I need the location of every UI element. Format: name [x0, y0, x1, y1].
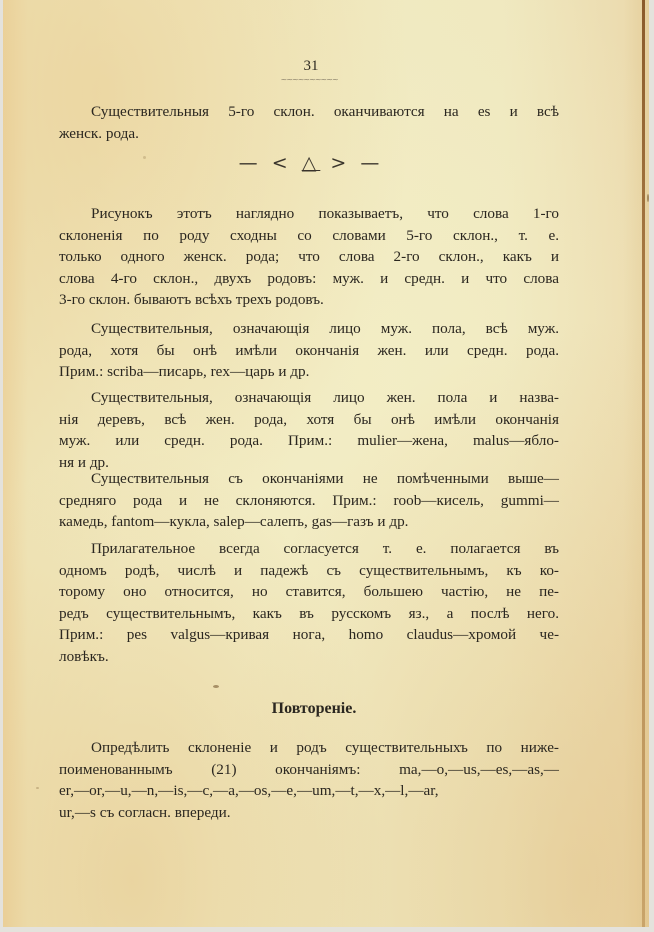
text-line: только одного женск. рода; что слова 2-го склон., какъ и: [59, 248, 559, 265]
ornament-divider: [3, 152, 619, 174]
paragraph-figure-explanation: [59, 203, 559, 311]
text-line: камедь, fantom—кукла, salep—салепъ, gas—газъ и др.: [59, 513, 409, 530]
text-line: рода, хотя бы онѣ имѣли окончанія жен. или средн. рода.: [59, 341, 559, 359]
text-line: женск. рода.: [59, 124, 139, 142]
text-line: Прилагательное всегда согласуется т. е. полагается въ: [91, 540, 559, 557]
book-page: [3, 0, 649, 927]
paragraph-feminine-persons-trees: [59, 387, 559, 473]
paragraph-feminine-5th-declension: [59, 101, 559, 144]
text-line: er,—or,—u,—n,—is,—c,—a,—os,—e,—um,—t,—x,—l,—ar,: [59, 782, 439, 799]
text-line: нія деревъ, всѣ жен. рода, хотя бы онѣ имѣли окончанія: [59, 410, 559, 428]
ink-speck: [36, 787, 39, 789]
text-line: 3-го склон. бываютъ всѣхъ трехъ родовъ.: [59, 291, 324, 308]
text-line: средняго рода и не склоняются. Прим.: roob—кисель, gummi—: [59, 491, 559, 509]
text-line: Существительныя, означающія лицо муж. пола, всѣ муж.: [91, 320, 559, 337]
page-number-rule: ~~~~~~~~~~: [280, 75, 338, 84]
text-line: склоненія по роду сходны со словами 5-го склон., т. е.: [59, 226, 559, 244]
text-line: Существительныя 5-го склон. оканчиваются на es и всѣ: [91, 103, 559, 120]
text-line: поименованнымъ (21) окончаніямъ: ma,—o,—us,—es,—as,—: [59, 760, 559, 778]
text-line: ловѣкъ.: [59, 647, 109, 665]
triangle-icon: △: [301, 152, 321, 174]
text-line: одномъ родѣ, числѣ и падежѣ съ существительнымъ, къ ко-: [59, 561, 559, 579]
dash-glyph: —: [360, 152, 384, 174]
ink-speck: [213, 685, 219, 688]
ink-speck: [647, 194, 649, 202]
text-line: Существительныя съ окончаніями не помѣченными выше—: [91, 470, 559, 487]
left-angle-glyph: <: [271, 152, 292, 174]
text-line: Опредѣлить склоненіе и родъ существительныхъ по ниже-: [91, 739, 559, 756]
text-line: торому оно относится, но ставится, большею частію, не пе-: [59, 583, 559, 600]
paragraph-masculine-persons: [59, 318, 559, 383]
text-line: редъ существительнымъ, какъ въ русскомъ яз., а послѣ него.: [59, 604, 559, 622]
text-line: Существительныя, означающія лицо жен. пола и назва-: [91, 389, 559, 406]
text-line: ur,—s съ согласн. впереди.: [59, 803, 231, 821]
right-angle-glyph: >: [330, 152, 351, 174]
text-line: ня и др.: [59, 453, 109, 471]
ink-speck: [143, 156, 146, 159]
dash-glyph: —: [238, 152, 262, 174]
page-edge: [642, 0, 645, 927]
section-heading-review: Повтореніе.: [271, 700, 357, 717]
page-number: 31: [303, 58, 319, 74]
text-line: Прим.: scriba—писарь, rex—царь и др.: [59, 363, 310, 380]
paragraph-adjective-agreement: [59, 538, 559, 667]
text-line: слова 4-го склон., двухъ родовъ: муж. и средн. и что слова: [59, 269, 559, 287]
text-line: Рисунокъ этотъ наглядно показываетъ, что слова 1-го: [91, 205, 559, 222]
paragraph-review-exercise: [59, 737, 559, 823]
paragraph-neuter-indeclinable: [59, 468, 559, 533]
text-line: муж. или средн. рода. Прим.: mulier—жена, malus—ябло-: [59, 432, 559, 449]
text-line: Прим.: pes valgus—кривая нога, homo claudus—хромой че-: [59, 626, 559, 643]
